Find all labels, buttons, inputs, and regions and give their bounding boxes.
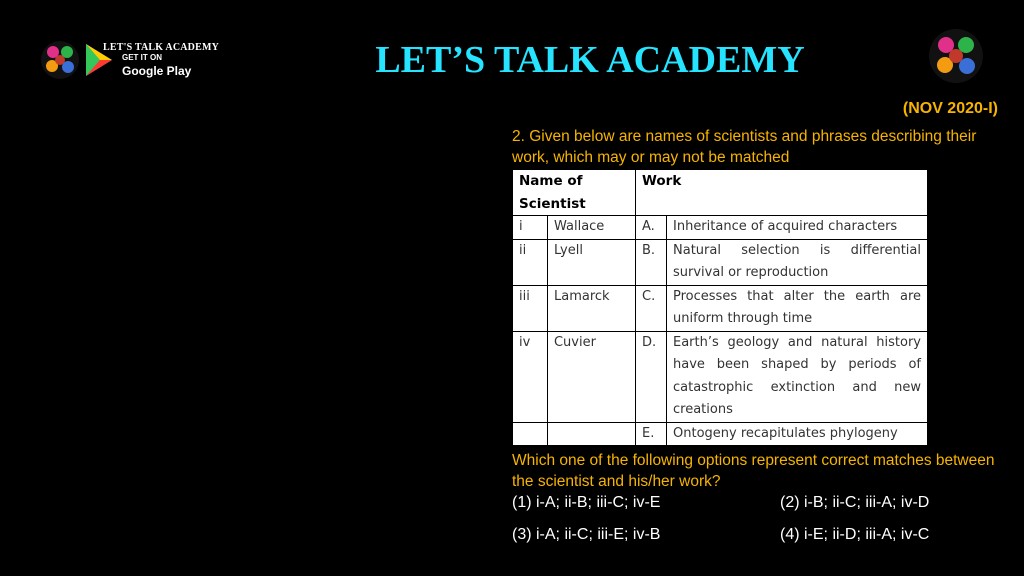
work-description: Earth’s geology and natural history have been shaped by periods of catastrophic extinction and new creations: [667, 331, 928, 422]
scientist-name: Lyell: [547, 239, 635, 285]
col-header-work: Work: [636, 170, 928, 216]
table-row: [513, 285, 928, 331]
table-header-row: [513, 170, 928, 216]
table-row: [513, 422, 928, 446]
google-play-label[interactable]: Google Play: [122, 64, 192, 78]
work-description: Natural selection is differential survival or reproduction: [667, 239, 928, 285]
work-description: Inheritance of acquired characters: [667, 216, 928, 240]
academy-logo-icon: [40, 40, 80, 80]
match-table: [512, 169, 928, 446]
scientist-name: Cuvier: [547, 331, 635, 422]
work-letter: E.: [636, 422, 667, 446]
option-4[interactable]: (4) i-E; ii-D; iii-A; iv-C: [780, 526, 930, 543]
row-number: iii: [513, 285, 548, 331]
row-number: [513, 422, 548, 446]
store-get-text: GET IT ON: [122, 53, 162, 62]
option-3[interactable]: (3) i-A; ii-C; iii-E; iv-B: [512, 526, 661, 543]
work-letter: D.: [636, 331, 667, 422]
table-row: [513, 216, 928, 240]
question-prompt: Which one of the following options represent correct matches between the scientist and his/her work?: [512, 452, 995, 490]
work-letter: A.: [636, 216, 667, 240]
scientist-name: Wallace: [547, 216, 635, 240]
table-row: [513, 239, 928, 285]
option-1[interactable]: (1) i-A; ii-B; iii-C; iv-E: [512, 494, 661, 511]
store-brand-text: LET'S TALK ACADEMY: [103, 42, 220, 53]
row-number: i: [513, 216, 548, 240]
table-row: [513, 331, 928, 422]
scientist-name: Lamarck: [547, 285, 635, 331]
page-title: LET’S TALK ACADEMY: [375, 39, 805, 81]
row-number: ii: [513, 239, 548, 285]
work-letter: B.: [636, 239, 667, 285]
question-text: 2. Given below are names of scientists and phrases describing their work, which may or may not be matched: [512, 128, 977, 166]
work-description: Ontogeny recapitulates phylogeny: [667, 422, 928, 446]
row-number: iv: [513, 331, 548, 422]
scientist-name: [547, 422, 635, 446]
option-2[interactable]: (2) i-B; ii-C; iii-A; iv-D: [780, 494, 930, 511]
exam-session-label: (NOV 2020-I): [902, 100, 998, 117]
work-description: Processes that alter the earth are uniform through time: [667, 285, 928, 331]
academy-logo-icon: [928, 28, 984, 84]
col-header-scientist: Name of Scientist: [513, 170, 636, 216]
work-letter: C.: [636, 285, 667, 331]
